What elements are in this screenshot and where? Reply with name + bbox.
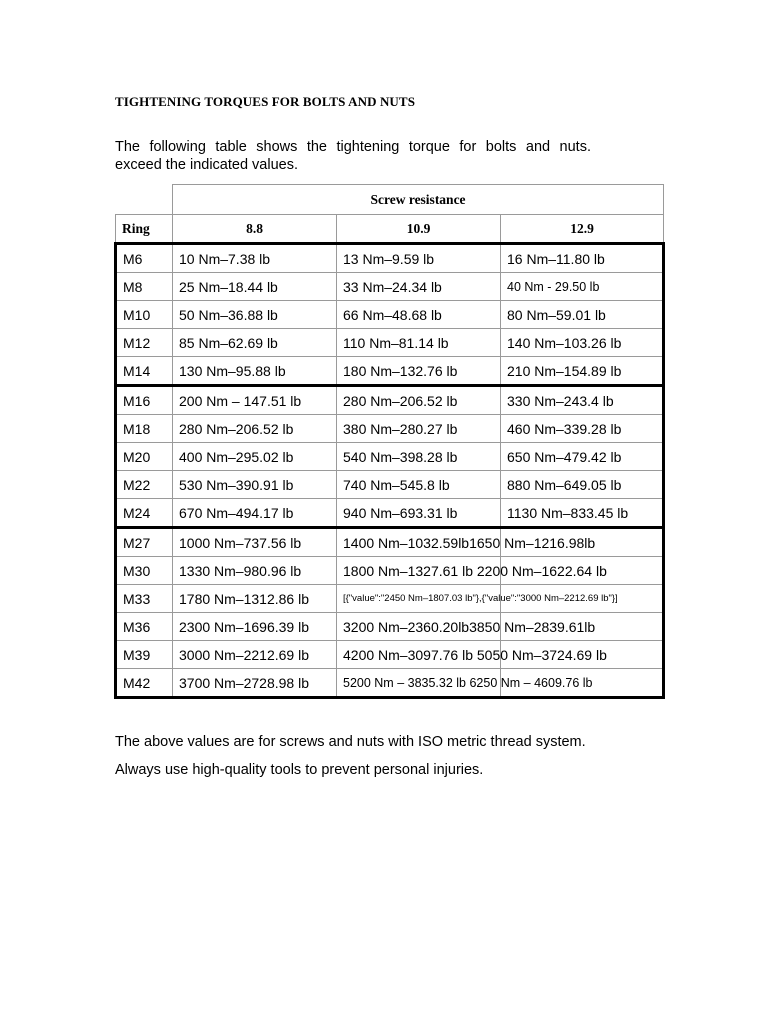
torque-88-cell: 1000 Nm–737.56 lb bbox=[173, 528, 337, 557]
torque-88-cell: 3000 Nm–2212.69 lb bbox=[173, 641, 337, 669]
torque-88-cell: 3700 Nm–2728.98 lb bbox=[173, 669, 337, 698]
torque-88-cell: 130 Nm–95.88 lb bbox=[173, 357, 337, 386]
torque-109-cell: 1800 Nm–1327.61 lb 2200 Nm–1622.64 lb bbox=[337, 557, 501, 585]
thread-size-cell: M18 bbox=[116, 415, 173, 443]
intro-line-1: The following table shows the tightening torque for bolts and nuts. bbox=[115, 139, 591, 155]
thread-size-cell: M24 bbox=[116, 499, 173, 528]
torque-88-cell: 530 Nm–390.91 lb bbox=[173, 471, 337, 499]
table-row bbox=[116, 528, 664, 557]
table-row bbox=[116, 499, 664, 528]
note-iso-metric: The above values are for screws and nuts with ISO metric thread system. bbox=[115, 734, 586, 750]
torque-88-cell: 1330 Nm–980.96 lb bbox=[173, 557, 337, 585]
torque-129-cell: 650 Nm–479.42 lb bbox=[501, 443, 664, 471]
torque-129-cell: 80 Nm–59.01 lb bbox=[501, 301, 664, 329]
torque-129-cell: 330 Nm–243.4 lb bbox=[501, 386, 664, 415]
torque-129-cell: 16 Nm–11.80 lb bbox=[501, 244, 664, 273]
intro-line-2: exceed the indicated values. bbox=[115, 157, 298, 173]
torque-129-cell: 460 Nm–339.28 lb bbox=[501, 415, 664, 443]
table-row bbox=[116, 471, 664, 499]
torque-88-cell: 280 Nm–206.52 lb bbox=[173, 415, 337, 443]
torque-109-cell: 3200 Nm–2360.20lb3850 Nm–2839.61lb bbox=[337, 613, 501, 641]
torque-129-cell: 1130 Nm–833.45 lb bbox=[501, 499, 664, 528]
torque-109-cell: 380 Nm–280.27 lb bbox=[337, 415, 501, 443]
header-blank-cell bbox=[116, 185, 173, 215]
torque-109-cell: 4200 Nm–3097.76 lb 5050 Nm–3724.69 lb bbox=[337, 641, 501, 669]
table-row bbox=[116, 443, 664, 471]
intro-paragraph bbox=[115, 138, 591, 174]
torque-88-cell: 670 Nm–494.17 lb bbox=[173, 499, 337, 528]
thread-size-cell: M10 bbox=[116, 301, 173, 329]
torque-table-body bbox=[116, 244, 664, 698]
thread-size-cell: M39 bbox=[116, 641, 173, 669]
screw-resistance-header: Screw resistance bbox=[173, 185, 664, 215]
note-safety: Always use high-quality tools to prevent personal injuries. bbox=[115, 762, 484, 778]
torque-129-cell: 140 Nm–103.26 lb bbox=[501, 329, 664, 357]
torque-109-cell: 13 Nm–9.59 lb bbox=[337, 244, 501, 273]
torque-109-cell: 540 Nm–398.28 lb bbox=[337, 443, 501, 471]
torque-109-cell: 940 Nm–693.31 lb bbox=[337, 499, 501, 528]
torque-109-cell: 66 Nm–48.68 lb bbox=[337, 301, 501, 329]
torque-129-cell: 880 Nm–649.05 lb bbox=[501, 471, 664, 499]
grade-109-header: 10.9 bbox=[337, 215, 501, 244]
thread-size-cell: M16 bbox=[116, 386, 173, 415]
torque-109-cell: 33 Nm–24.34 lb bbox=[337, 273, 501, 301]
torque-109-cell: 740 Nm–545.8 lb bbox=[337, 471, 501, 499]
table-row bbox=[116, 329, 664, 357]
torque-109-cell: 110 Nm–81.14 lb bbox=[337, 329, 501, 357]
torque-88-cell: 25 Nm–18.44 lb bbox=[173, 273, 337, 301]
torque-109-cell: 1400 Nm–1032.59lb1650 Nm–1216.98lb bbox=[337, 528, 501, 557]
thread-size-cell: M8 bbox=[116, 273, 173, 301]
torque-88-cell: 10 Nm–7.38 lb bbox=[173, 244, 337, 273]
grade-129-header: 12.9 bbox=[501, 215, 664, 244]
thread-size-cell: M14 bbox=[116, 357, 173, 386]
torque-88-cell: 200 Nm – 147.51 lb bbox=[173, 386, 337, 415]
document-title: TIGHTENING TORQUES FOR BOLTS AND NUTS bbox=[115, 94, 416, 109]
torque-88-cell: 1780 Nm–1312.86 lb bbox=[173, 585, 337, 613]
torque-88-cell: 50 Nm–36.88 lb bbox=[173, 301, 337, 329]
torque-table bbox=[114, 184, 665, 699]
table-row bbox=[116, 613, 664, 641]
grade-88-header: 8.8 bbox=[173, 215, 337, 244]
table-row bbox=[116, 273, 664, 301]
torque-109-cell: 180 Nm–132.76 lb bbox=[337, 357, 501, 386]
torque-88-cell: 2300 Nm–1696.39 lb bbox=[173, 613, 337, 641]
thread-size-cell: M12 bbox=[116, 329, 173, 357]
thread-size-cell: M20 bbox=[116, 443, 173, 471]
header-row-group bbox=[116, 185, 664, 215]
torque-129-cell: 210 Nm–154.89 lb bbox=[501, 357, 664, 386]
table-row bbox=[116, 244, 664, 273]
table-row bbox=[116, 357, 664, 386]
table-row bbox=[116, 585, 664, 613]
torque-109-cell: 5200 Nm – 3835.32 lb 6250 Nm – 4609.76 lb bbox=[337, 669, 501, 698]
header-row-columns bbox=[116, 215, 664, 244]
table-row bbox=[116, 557, 664, 585]
torque-88-cell: 400 Nm–295.02 lb bbox=[173, 443, 337, 471]
thread-size-cell: M6 bbox=[116, 244, 173, 273]
torque-109-cell: [{"value":"2450 Nm–1807.03 lb"},{"value":"3000 Nm–2212.69 lb"}] bbox=[337, 585, 501, 613]
torque-88-cell: 85 Nm–62.69 lb bbox=[173, 329, 337, 357]
thread-size-cell: M33 bbox=[116, 585, 173, 613]
table-row bbox=[116, 301, 664, 329]
thread-size-cell: M22 bbox=[116, 471, 173, 499]
table-row bbox=[116, 415, 664, 443]
thread-size-cell: M42 bbox=[116, 669, 173, 698]
thread-size-cell: M36 bbox=[116, 613, 173, 641]
table-row bbox=[116, 386, 664, 415]
ring-column-header: Ring bbox=[116, 215, 173, 244]
torque-129-cell: 40 Nm - 29.50 lb bbox=[501, 273, 664, 301]
table-row bbox=[116, 641, 664, 669]
thread-size-cell: M27 bbox=[116, 528, 173, 557]
torque-109-cell: 280 Nm–206.52 lb bbox=[337, 386, 501, 415]
thread-size-cell: M30 bbox=[116, 557, 173, 585]
table-row bbox=[116, 669, 664, 698]
